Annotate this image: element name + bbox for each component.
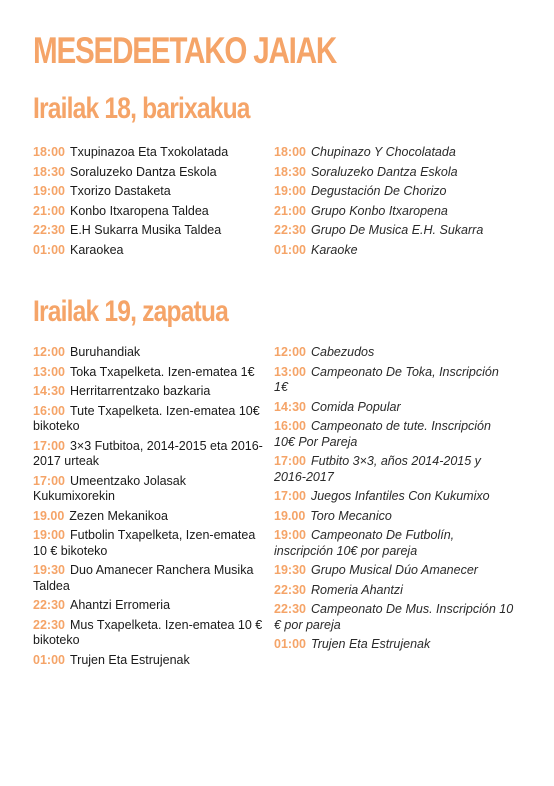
event-time: 19.00 — [274, 508, 306, 523]
event-item — [274, 400, 514, 416]
event-item — [33, 653, 265, 669]
event-name: Grupo Musical Dúo Amanecer — [310, 563, 478, 577]
event-item — [33, 439, 265, 470]
event-time: 19.00 — [33, 508, 65, 523]
event-time: 01:00 — [33, 242, 65, 257]
event-name: Campeonato De Futbolín, inscripción 10€ por pareja — [274, 528, 455, 558]
event-name: Futbito 3×3, años 2014-2015 y 2016-2017 — [274, 454, 481, 484]
event-item — [274, 509, 514, 525]
event-item — [274, 223, 514, 239]
event-name: Trujen Eta Estrujenak — [69, 652, 190, 667]
event-name: Romeria Ahantzi — [310, 582, 403, 597]
event-time: 21:00 — [33, 203, 65, 218]
event-time: 22:30 — [274, 223, 306, 237]
event-time: 14:30 — [274, 399, 306, 414]
schedule-basque-day-19 — [33, 345, 265, 672]
event-time: 16:00 — [33, 403, 65, 418]
event-item — [33, 165, 265, 181]
event-item — [33, 618, 265, 649]
event-name: Campeonato De Toka, Inscripción 1€ — [274, 364, 499, 394]
event-item — [274, 637, 514, 653]
event-item — [274, 243, 514, 259]
event-time: 17:00 — [274, 489, 306, 503]
event-time: 17:00 — [33, 438, 65, 453]
event-name: Toro Mecanico — [310, 508, 392, 523]
event-name: Karaokea — [69, 242, 124, 257]
event-time: 21:00 — [274, 203, 306, 218]
event-time: 22:30 — [33, 598, 65, 612]
event-name: Grupo Konbo Itxaropena — [310, 203, 448, 218]
event-name: Chupinazo Y Chocolatada — [310, 145, 456, 159]
event-time: 01:00 — [274, 637, 306, 651]
event-item — [33, 528, 265, 559]
event-item — [33, 223, 265, 239]
event-time: 19:30 — [33, 563, 65, 577]
event-item — [274, 204, 514, 220]
event-time: 13:00 — [274, 364, 306, 379]
event-name: Cabezudos — [310, 345, 375, 359]
event-time: 18:00 — [33, 145, 65, 159]
event-name: Juegos Infantiles Con Kukumixo — [310, 489, 490, 503]
event-item — [33, 404, 265, 435]
event-item — [274, 165, 514, 181]
event-time: 17:00 — [33, 473, 65, 488]
event-name: Konbo Itxaropena Taldea — [69, 203, 209, 218]
event-name: Campeonato De Mus. Inscripción 10 € por pareja — [274, 602, 514, 632]
event-item — [274, 563, 514, 579]
event-item — [33, 184, 265, 200]
event-item — [274, 583, 514, 599]
event-item — [33, 563, 265, 594]
event-name: Karaoke — [310, 242, 358, 257]
page-title: MESEDEETAKO JAIAK — [33, 30, 337, 71]
event-name: Trujen Eta Estrujenak — [310, 637, 431, 651]
event-item — [274, 602, 514, 633]
schedule-spanish-day-19 — [274, 345, 514, 657]
event-time: 19:00 — [274, 528, 306, 542]
event-item — [33, 384, 265, 400]
event-item — [274, 419, 514, 450]
event-item — [33, 345, 265, 361]
event-time: 18:30 — [274, 164, 306, 179]
event-name: Grupo De Musica E.H. Sukarra — [310, 223, 484, 237]
event-name: Umeentzako Jolasak Kukumixorekin — [33, 473, 187, 503]
event-name: 3×3 Futbitoa, 2014-2015 eta 2016-2017 urteak — [33, 438, 263, 468]
day-heading-19: Irailak 19, zapatua — [33, 295, 229, 328]
event-time: 22:30 — [274, 602, 306, 616]
event-time: 19:00 — [274, 184, 306, 198]
event-name: Duo Amanecer Ranchera Musika Taldea — [33, 563, 254, 593]
event-time: 16:00 — [274, 419, 306, 433]
event-name: Buruhandiak — [69, 345, 141, 359]
event-item — [33, 204, 265, 220]
event-name: Mus Txapelketa. Izen-ematea 10 € bikoteko — [33, 617, 263, 647]
event-time: 22:30 — [33, 617, 65, 632]
event-name: Toka Txapelketa. Izen-ematea 1€ — [69, 364, 255, 379]
event-item — [33, 145, 265, 161]
event-name: Tute Txapelketa. Izen-ematea 10€ bikoteko — [33, 403, 260, 433]
event-name: Herritarrentzako bazkaria — [69, 384, 211, 398]
event-time: 18:00 — [274, 145, 306, 159]
event-item — [274, 489, 514, 505]
event-name: Campeonato de tute. Inscripción 10€ Por Pareja — [274, 419, 491, 449]
event-time: 22:30 — [33, 223, 65, 237]
event-name: Soraluzeko Dantza Eskola — [310, 164, 458, 179]
event-name: E.H Sukarra Musika Taldea — [69, 223, 222, 237]
event-item — [33, 598, 265, 614]
event-item — [274, 345, 514, 361]
event-time: 19:00 — [33, 184, 65, 198]
event-time: 19:00 — [33, 528, 65, 542]
event-time: 01:00 — [274, 242, 306, 257]
event-time: 12:00 — [33, 345, 65, 359]
event-time: 22:30 — [274, 582, 306, 597]
event-item — [33, 365, 265, 381]
event-name: Txorizo Dastaketa — [69, 184, 171, 198]
event-time: 12:00 — [274, 345, 306, 359]
event-name: Comida Popular — [310, 399, 401, 414]
event-name: Txupinazoa Eta Txokolatada — [69, 145, 229, 159]
event-item — [33, 243, 265, 259]
event-name: Zezen Mekanikoa — [69, 508, 168, 523]
event-item — [274, 145, 514, 161]
event-item — [274, 365, 514, 396]
event-time: 18:30 — [33, 164, 65, 179]
schedule-basque-day-18 — [33, 145, 265, 262]
event-name: Degustación De Chorizo — [310, 184, 447, 198]
event-item — [274, 184, 514, 200]
event-item — [33, 509, 265, 525]
event-time: 19:30 — [274, 563, 306, 577]
event-item — [274, 454, 514, 485]
event-time: 13:00 — [33, 364, 65, 379]
event-time: 14:30 — [33, 384, 65, 398]
event-time: 17:00 — [274, 454, 306, 468]
event-name: Soraluzeko Dantza Eskola — [69, 164, 217, 179]
event-item — [33, 474, 265, 505]
event-name: Futbolin Txapelketa, Izen-ematea 10 € bikoteko — [33, 528, 256, 558]
event-time: 01:00 — [33, 652, 65, 667]
schedule-spanish-day-18 — [274, 145, 514, 262]
event-item — [274, 528, 514, 559]
day-heading-18: Irailak 18, barixakua — [33, 92, 250, 125]
event-name: Ahantzi Erromeria — [69, 598, 171, 612]
